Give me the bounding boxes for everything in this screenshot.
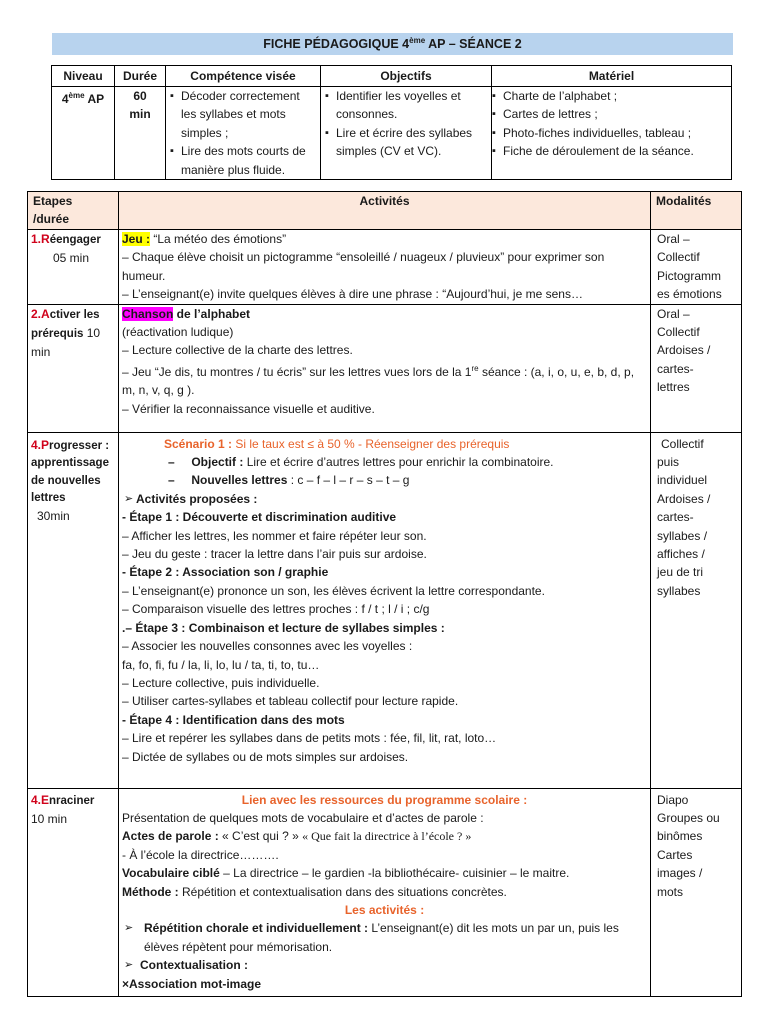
step-modalites: Oral – Collectif Ardoises / cartes- lettres: [651, 304, 742, 432]
lesson-table: [27, 191, 742, 997]
col-niveau: Niveau: [52, 66, 115, 87]
materiel-item: ▪ Photo-fiches individuelles, tableau ;: [503, 124, 728, 142]
materiel-item: ▪ Charte de l’alphabet ;: [503, 87, 728, 105]
jeu-label: Jeu :: [122, 232, 151, 246]
cell-competence: [166, 87, 321, 180]
col-duree: Durée: [115, 66, 166, 87]
step-activities: Chanson de l’alphabet (réactivation ludique) – Lecture collective de la charte des lettres. – Jeu “Je dis, tu montres / tu écris” sur les lettres vues lors de la 1re séance : (a, i, o, u, e, b, d, p, m, n, v, q, g ). – Vérifier la reconnaissance visuelle et auditive.: [119, 304, 651, 432]
step-label: 1.Réengager 05 min: [28, 230, 119, 305]
activites-proposees: ➢ Activités proposées :: [122, 490, 647, 508]
cell-objectifs: [321, 87, 492, 180]
page-title: FICHE PÉDAGOGIQUE 4ème AP – SÉANCE 2: [52, 33, 733, 55]
objectif-item: ▪ Lire et écrire des syllabes simples (CV et VC).: [336, 124, 488, 161]
step-activities: Jeu : “La météo des émotions” – Chaque élève choisit un pictogramme “ensoleillé / nuageux / pluvieux” pour exprimer son humeur. – L’enseignant(e) invite quelques élèves à dire une phrase : “Aujourd’hui, je me sens…: [119, 230, 651, 305]
objectif-item: ▪ Identifier les voyelles et consonnes.: [336, 87, 488, 124]
step-activities: Scénario 1 : Si le taux est ≤ à 50 % - Réenseigner des prérequis – Objectif : Lire et écrire d’autres lettres pour enrichir la combinatoire. – Nouvelles lettres : c – f – l – r – s – t – g ➢ Activités proposées : - Étape 1 : Découverte et discrimination auditive – Afficher les lettres, les nommer et faire répéter leur son. – Jeu du geste : tracer la lettre dans l’air puis sur ardoise. - Étape 2 : Association son / graphie – L’enseignant(e) prononce un son, les élèves écrivent la lettre correspondante. – Comparaison visuelle des lettres proches : f / t ; l / i ; c/g .– Étape 3 : Combinaison et lecture de syllabes simples : – Associer les nouvelles consonnes avec les voyelles : fa, fo, fi, fu / la, li, lo, lu / ta, ti, to, tu… – Lecture collective, puis individuelle. – Utiliser cartes-syllabes et tableau collectif pour lecture rapide. - Étape 4 : Identification dans des mots – Lire et repérer les syllabes dans de petits mots : fée, fil, lit, rat, loto… – Dictée de syllabes ou de mots simples sur ardoises.: [119, 432, 651, 788]
col-activites: Activités: [119, 192, 651, 230]
competence-item: ▪ Décoder correctement les syllabes et mots simples ;: [181, 87, 317, 142]
cell-materiel: [492, 87, 732, 180]
summary-table: [51, 65, 732, 180]
col-competence: Compétence visée: [166, 66, 321, 87]
step-row-enraciner: [28, 788, 742, 996]
step-row-progresser: [28, 432, 742, 788]
step-activities: Lien avec les ressources du programme scolaire : Présentation de quelques mots de vocabulaire et d’actes de parole : Actes de parole : « C’est qui ? » « Que fait la directrice à l’école ? » - À l’école la directrice………. Vocabulaire ciblé – La directrice – le gardien -la bibliothécaire- cuisinier – le maitre. Méthode : Répétition et contextualisation dans des situations concrètes. Les activités : ➢ Répétition chorale et individuellement : L’enseignant(e) dit les mots un par un, puis les élèves répètent pour mémorisation. ➢ Contextualisation : ×Association mot-image: [119, 788, 651, 996]
cell-niveau: 4ème AP: [52, 87, 115, 180]
col-objectifs: Objectifs: [321, 66, 492, 87]
materiel-item: ▪ Fiche de déroulement de la séance.: [503, 142, 728, 160]
step-row-activer: [28, 304, 742, 432]
lesson-header-row: [28, 192, 742, 230]
materiel-item: ▪ Cartes de lettres ;: [503, 105, 728, 123]
step-label: 2.Activer les prérequis 10 min: [28, 304, 119, 432]
col-materiel: Matériel: [492, 66, 732, 87]
step-modalites: Oral – Collectif Pictogramm es émotions: [651, 230, 742, 305]
summary-row: [52, 87, 732, 180]
competence-item: ▪ Lire des mots courts de manière plus fluide.: [181, 142, 317, 179]
step-label: 4.Enraciner 10 min: [28, 788, 119, 996]
step-row-reengager: [28, 230, 742, 305]
col-modalites: Modalités: [651, 192, 742, 230]
summary-header-row: [52, 66, 732, 87]
col-etapes: Etapes /durée: [28, 192, 119, 230]
cell-duree: 60 min: [115, 87, 166, 180]
step-label: 4.Progresser : apprentissage de nouvelles lettres 30min: [28, 432, 119, 788]
step-modalites: Collectif puis individuel Ardoises / cartes- syllabes / affiches / jeu de tri syllabes: [651, 432, 742, 788]
chanson-label: Chanson: [122, 306, 174, 321]
step-modalites: Diapo Groupes ou binômes Cartes images / mots: [651, 788, 742, 996]
